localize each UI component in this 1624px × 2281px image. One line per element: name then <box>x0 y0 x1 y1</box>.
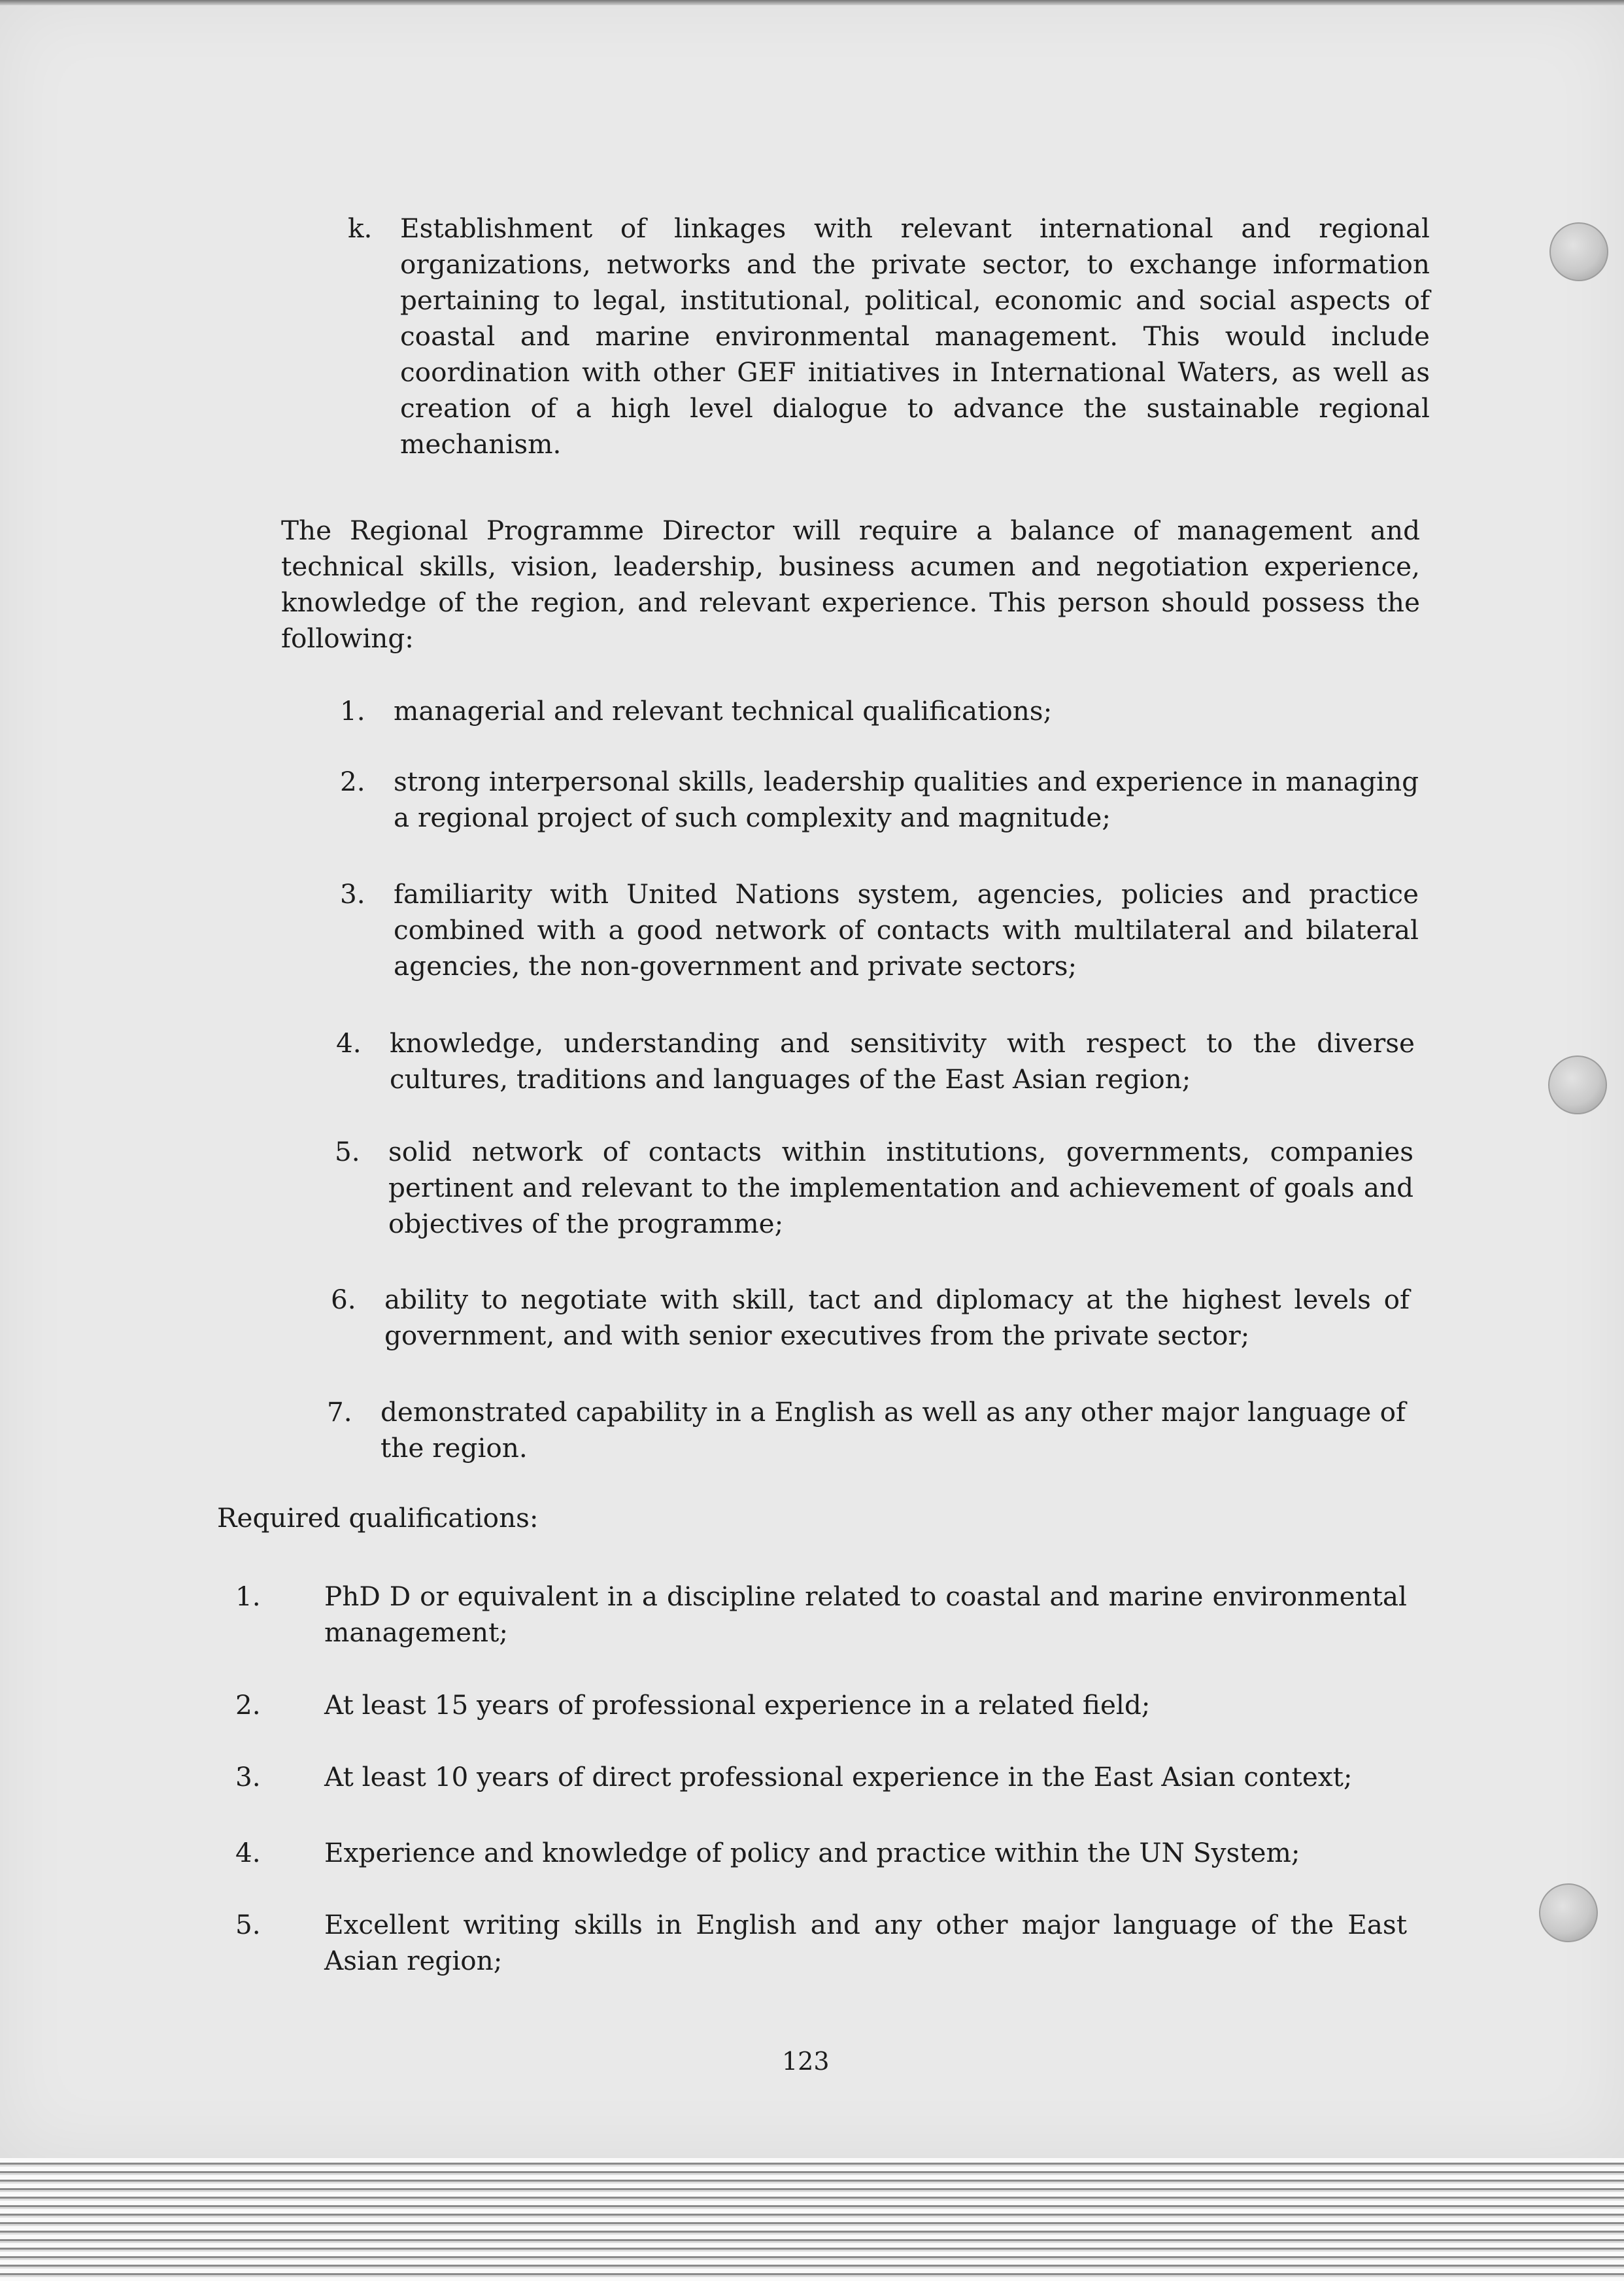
list-marker: 3. <box>235 1761 261 1792</box>
list-marker: 4. <box>336 1027 362 1059</box>
list-item-k <box>348 211 1430 462</box>
list-item-text: solid network of contacts within institutions, governments, companies pertinent and relevant to the implementation and achievement of goals and objectives of the programme; <box>388 1136 1413 1239</box>
binder-hole-bottom <box>1539 1883 1598 1942</box>
list-item-text: strong interpersonal skills, leadership qualities and experience in managing a regional project of such complexity and magnitude; <box>394 766 1419 833</box>
list-item <box>340 693 1419 729</box>
list-item-text: Excellent writing skills in English and any other major language of the East Asian region; <box>324 1909 1407 1976</box>
list-item <box>235 1687 1407 1723</box>
binder-hole-top <box>1549 222 1608 281</box>
list-marker: 2. <box>340 766 365 797</box>
list-item-text: At least 15 years of professional experience in a related field; <box>324 1689 1151 1721</box>
list-item-text: knowledge, understanding and sensitivity with respect to the diverse cultures, traditions and languages of the East Asian region; <box>390 1027 1415 1095</box>
list-marker: 1. <box>235 1581 261 1612</box>
list-marker: 1. <box>340 695 365 727</box>
list-item <box>235 1907 1407 1979</box>
list-item-text: managerial and relevant technical qualifications; <box>394 695 1053 727</box>
list-marker: 2. <box>235 1689 261 1721</box>
list-item <box>340 764 1419 836</box>
list-item <box>336 1025 1415 1097</box>
list-item-text: demonstrated capability in a English as well as any other major language of the region. <box>381 1396 1406 1464</box>
list-item <box>327 1394 1406 1466</box>
list-item <box>340 876 1419 984</box>
list-item-text: ability to negotiate with skill, tact and diplomacy at the highest levels of government, and with senior executives from the private sector; <box>384 1284 1410 1351</box>
binder-hole-middle <box>1548 1055 1607 1114</box>
list-item-text: Experience and knowledge of policy and practice within the UN System; <box>324 1837 1300 1868</box>
list-item-text: At least 10 years of direct professional experience in the East Asian context; <box>324 1761 1353 1792</box>
list-marker: 5. <box>335 1136 360 1167</box>
list-item <box>331 1282 1410 1354</box>
list-item-text: Establishment of linkages with relevant international and regional organizations, networks and the private sector, to exchange information pertaining to legal, institutional, political, economic and social aspects of coastal and marine environmental management. This would include coordination with other GEF initiatives in International Waters, as well as creation of a high level dialogue to advance the sustainable regional mechanism. <box>400 213 1430 460</box>
intro-paragraph: The Regional Programme Director will require a balance of management and technical skills, vision, leadership, business acumen and negotiation experience, knowledge of the region, and relevant experience. This person should possess the following: <box>281 515 1420 654</box>
list-item <box>235 1759 1407 1795</box>
list-item <box>235 1835 1407 1871</box>
list-marker: 5. <box>235 1909 261 1940</box>
list-item <box>235 1579 1407 1651</box>
list-item-text: familiarity with United Nations system, agencies, policies and practice combined with a good network of contacts with multilateral and bilateral agencies, the non-government and private sectors; <box>394 878 1419 982</box>
list-marker: 6. <box>331 1284 356 1315</box>
page-stack-edge <box>0 2158 1624 2281</box>
list-marker: 4. <box>235 1837 261 1868</box>
list-item-text: PhD D or equivalent in a discipline related to coastal and marine environmental management; <box>324 1581 1407 1648</box>
list-marker: k. <box>348 213 373 244</box>
list-marker: 3. <box>340 878 365 910</box>
page-number: 123 <box>782 2047 830 2076</box>
list-item <box>335 1134 1413 1242</box>
list-marker: 7. <box>327 1396 352 1428</box>
page-top-edge <box>0 0 1624 5</box>
section-heading: Required qualifications: <box>217 1502 539 1534</box>
